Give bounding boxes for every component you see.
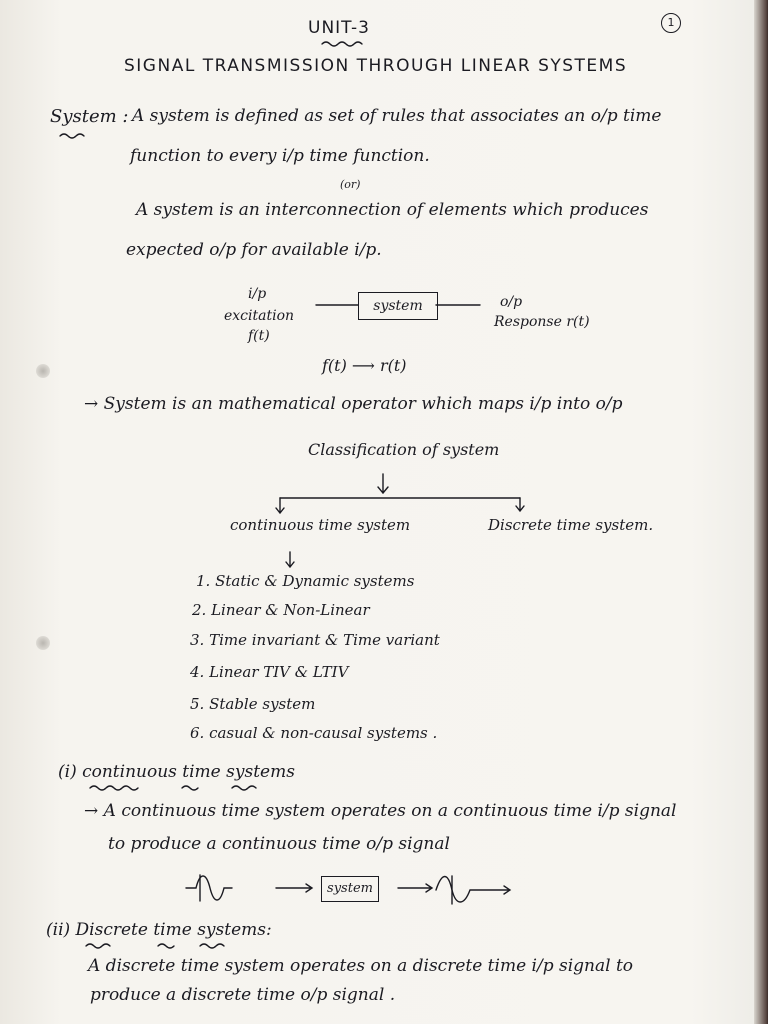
classification-heading: Classification of system	[308, 440, 500, 459]
wavy-underline	[158, 944, 174, 948]
output-label: o/p	[500, 294, 523, 310]
page-title: SIGNAL TRANSMISSION THROUGH LINEAR SYSTEMS	[124, 56, 628, 76]
classification-item: 2. Linear & Non-Linear	[192, 601, 370, 619]
wavy-underline	[182, 786, 198, 790]
discrete-line: A discrete time system operates on a discrete time i/p signal to	[88, 956, 634, 976]
down-arrow	[378, 474, 388, 493]
continuous-line: to produce a continuous time o/p signal	[108, 834, 450, 854]
definition-term: System :	[50, 106, 129, 127]
input-label: i/p	[248, 286, 267, 302]
classification-item: 5. Stable system	[190, 695, 316, 713]
wavy-underline	[86, 944, 110, 948]
continuous-line: → A continuous time system operates on a continuous time i/p signal	[84, 801, 677, 821]
discrete-line: produce a discrete time o/p signal .	[90, 985, 396, 1005]
branch-left	[276, 498, 284, 513]
classification-item: 6. casual & non-causal systems .	[190, 724, 438, 742]
wavy-underline	[60, 134, 84, 138]
unit-heading: UNIT-3	[308, 18, 370, 38]
wavy-underline	[90, 786, 138, 790]
classification-item: 1. Static & Dynamic systems	[196, 572, 415, 590]
or-label: (or)	[340, 178, 361, 191]
output-wave-icon	[436, 877, 510, 903]
classification-item: 3. Time invariant & Time variant	[190, 631, 440, 649]
definition-line: function to every i/p time function.	[130, 146, 430, 166]
continuous-system-block: system	[321, 876, 379, 902]
operator-note: → System is an mathematical operator which maps i/p into o/p	[84, 394, 623, 414]
input-wave-icon	[186, 876, 232, 900]
mapping-expression: f(t) ⟶ r(t)	[322, 356, 407, 375]
down-arrow	[286, 552, 294, 567]
output-response-label: Response r(t)	[494, 314, 590, 330]
input-excitation-label: excitation	[224, 308, 295, 324]
wavy-underline	[322, 42, 362, 46]
definition-line: A system is defined as set of rules that associates an o/p time	[132, 106, 662, 126]
definition-line: expected o/p for available i/p.	[126, 240, 382, 260]
classification-item: 4. Linear TIV & LTIV	[190, 663, 349, 681]
continuous-branch-label: continuous time system	[230, 516, 411, 534]
continuous-heading: (i) continuous time systems	[58, 762, 295, 782]
definition-line: A system is an interconnection of elements which produces	[136, 200, 649, 220]
arrow-from-system	[398, 884, 432, 892]
input-signal-label: f(t)	[248, 328, 270, 344]
wavy-underline	[232, 786, 256, 790]
discrete-heading: (ii) Discrete time systems:	[46, 920, 272, 940]
branch-right	[516, 498, 524, 511]
page-number: 1	[661, 13, 681, 33]
arrow-to-system	[276, 884, 312, 892]
discrete-branch-label: Discrete time system.	[488, 516, 654, 534]
wavy-underline	[200, 944, 224, 948]
system-block: system	[358, 292, 438, 320]
